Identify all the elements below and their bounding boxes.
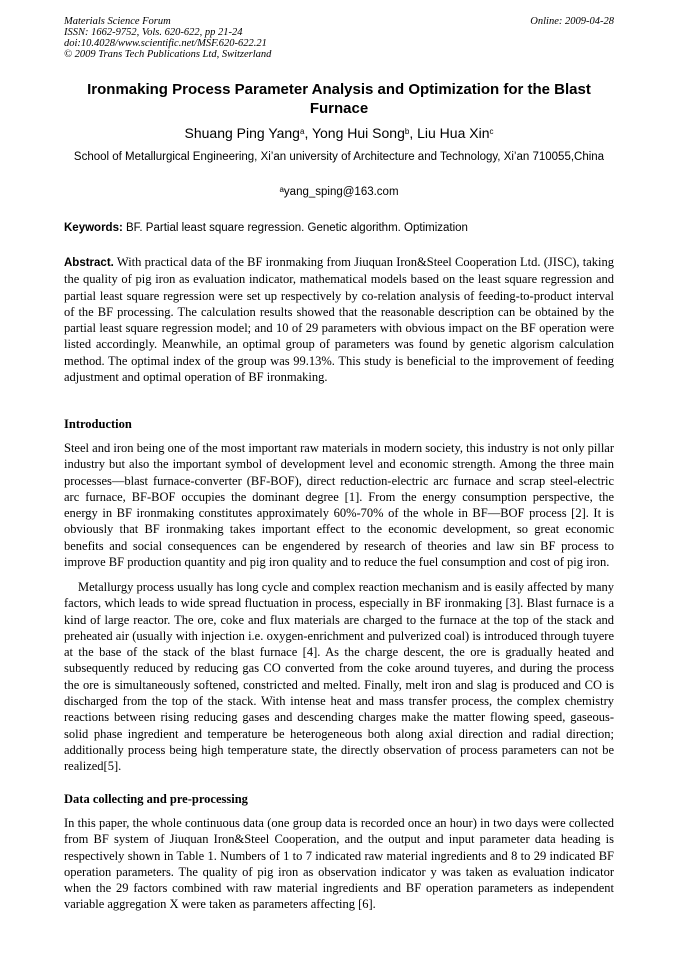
keywords-label: Keywords: (64, 222, 123, 234)
abstract-label: Abstract. (64, 257, 114, 269)
email-address[interactable]: yang_sping@163.com (283, 186, 399, 198)
journal-header (64, 16, 271, 60)
copyright-line: © 2009 Trans Tech Publications Ltd, Switzerland (64, 49, 272, 60)
author-mark: b (404, 127, 410, 136)
author-email (64, 184, 614, 200)
paper-title: Ironmaking Process Parameter Analysis and Optimization for the Blast Furnace (87, 81, 591, 117)
author-name: Liu Hua Xin (417, 125, 490, 141)
journal-name: Materials Science Forum (64, 16, 171, 27)
affiliation: School of Metallurgical Engineering, Xi’an university of Architecture and Technology, Xi’an 710055,China (73, 151, 605, 163)
abstract-text: With practical data of the BF ironmaking from Jiuquan Iron&Steel Cooperation Ltd. (JISC), taking the quality of pig iron as evaluation indicator, mathematical models based on the least square regression and partial least square regression were set up respectively by co-relation analysis of feeding-to-product interval of the BF processing. The calculation results showed that the reasonable description can be obtained by the partial least square regression model; and 10 of 29 parameters with obvious impact on the BF operation were listed accordingly. Meanwhile, an optimal group of parameters was found by genetic algorism calculation method. The optimal index of the group was 99.13%. This study is beneficial to the improvement of feeding adjustment and optimal operation of BF ironmaking. (64, 255, 615, 385)
email-mark: a (279, 185, 284, 194)
author-name: Shuang Ping Yang (184, 125, 300, 141)
introduction-paragraph: Metallurgy process usually has long cycle and complex reaction mechanism and is easily affected by many factors, which leads to wide spread fluctuation in process, especially in BF ironmaking [3]. Blast furnace is a kind of large reactor. The ore, coke and flux materials are charged to the furnace at the top of the stack and preheated air (usually with injection i.e. oxygen-enrichment and pulverized coal) is introduced through tuyere at the base of the stack of the blast furnace [4]. As the charge descent, the ore is gradually heated and subsequently reduced by reducing gas CO converted from the coke around tuyeres, and during the process the ore is simultaneously softened, constricted and melted. Finally, melt iron and slag is produced and CO is discharged from the top of the stack. With intense heat and mass transfer process, the complex chemistry reactions between rising reducing gases and descending charges make the matter flowing speed, gaseous-solid phase ingredient and temperature be heterogeneous both along axial direction and radial direction; additionally process being high temperature state, the directly observation of process parameters can not be realized[5]. (64, 580, 614, 774)
keywords-text: BF. Partial least square regression. Genetic algorithm. Optimization (126, 222, 468, 234)
author-name: Yong Hui Song (311, 125, 405, 141)
section-heading-introduction: Introduction (64, 417, 132, 431)
introduction-paragraph: Steel and iron being one of the most important raw materials in modern society, this industry is not only pillar industry but also the important symbol of development level and economic strength. Among the three main processes—blast furnace-converter (BF-BOF), direct reduction-electric arc furnace and scrap steel-electric arc furnace, BF-BOF occupies the dominant degree [1]. From the energy consumption perspective, the energy in BF ironmaking constitutes approximately 60%-70% of the whole in BF—BOF process [2]. It is obviously that BF ironmaking takes important effect to the economic development, so great economic benefits and social consequences can be engendered by research of theories and law sin BF process to improve BF production quantity and pig iron quality and to reduce the fuel consumption and cost of pig iron. (64, 441, 614, 570)
author-list: Shuang Ping Yang$^a$, Yong Hui Song$^b$, Liu Hua Xin$^c$ (184, 125, 494, 141)
online-date: Online: 2009-04-28 (530, 16, 614, 27)
abstract (64, 254, 614, 385)
author-mark: c (489, 127, 494, 136)
section-heading-data: Data collecting and pre-processing (64, 792, 248, 806)
data-paragraph: In this paper, the whole continuous data (one group data is recorded once an hour) in two days were collected from BF system of Jiuquan Iron&Steel Cooperation, and the output and input parameter data heading is respectively shown in Table 1. Numbers of 1 to 7 indicated raw material ingredients and 8 to 29 indicated BF operation parameters. The quality of pig iron as observation indicator y was taken as evaluation indicator when the 29 factors combined with raw material ingredients and BF operation parameters as independent variable aggregation X were taken as parameters affecting [6]. (64, 816, 614, 912)
author-mark: a (299, 127, 305, 136)
keywords (64, 220, 614, 236)
issn-line: ISSN: 1662-9752, Vols. 620-622, pp 21-24 (64, 27, 243, 38)
doi-line: doi:10.4028/www.scientific.net/MSF.620-622.21 (64, 38, 267, 49)
